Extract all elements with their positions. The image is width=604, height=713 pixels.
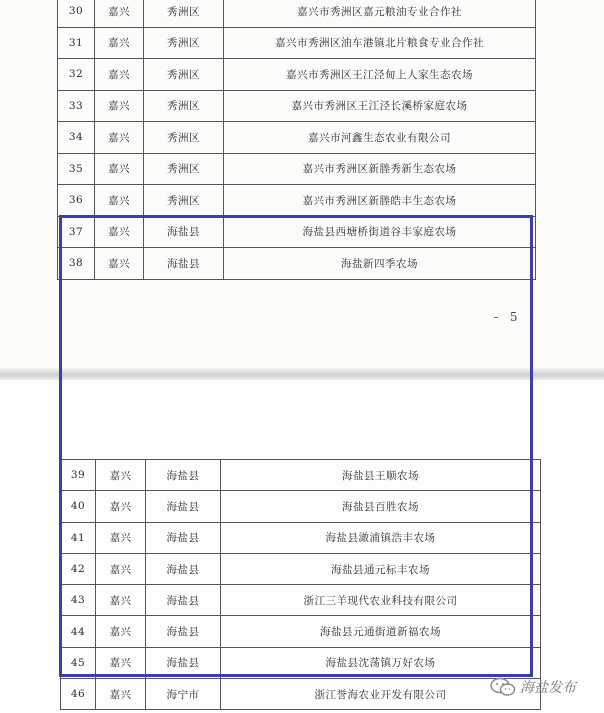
table-row (61, 679, 541, 710)
table-row (61, 553, 541, 584)
row-number: 44 (61, 616, 96, 647)
table-row (61, 616, 541, 647)
city-cell: 嘉兴 (95, 185, 144, 217)
entity-name-cell: 嘉兴市秀洲区新塍秀新生态农场 (224, 153, 536, 185)
row-number: 45 (61, 647, 96, 678)
table-row (61, 647, 541, 678)
district-cell: 海盐县 (146, 522, 221, 553)
table-row (58, 185, 536, 217)
entity-name-cell: 嘉兴市秀洲区嘉元粮油专业合作社 (224, 0, 536, 27)
district-cell: 秀洲区 (144, 0, 224, 27)
entity-name-cell: 浙江三羊现代农业科技有限公司 (221, 585, 541, 616)
table-row (58, 216, 536, 248)
district-cell: 秀洲区 (144, 122, 224, 154)
watermark (490, 676, 576, 698)
row-number: 36 (58, 185, 95, 217)
document-page-bottom (0, 380, 604, 713)
district-cell: 海盐县 (144, 248, 224, 280)
row-number: 46 (61, 679, 96, 710)
city-cell: 嘉兴 (96, 585, 146, 616)
table-row (58, 27, 536, 59)
wechat-icon (490, 677, 516, 697)
table-row (58, 59, 536, 91)
row-number: 43 (61, 585, 96, 616)
table-row (58, 122, 536, 154)
entity-name-cell: 嘉兴市河鑫生态农业有限公司 (224, 122, 536, 154)
page-separator (0, 368, 604, 380)
district-cell: 秀洲区 (144, 185, 224, 217)
table-row (58, 0, 536, 27)
city-cell: 嘉兴 (95, 90, 144, 122)
entity-name-cell: 浙江誉海农业开发有限公司 (221, 679, 541, 710)
district-cell: 秀洲区 (144, 59, 224, 91)
entity-name-cell: 海盐县西塘桥街道谷丰家庭农场 (224, 216, 536, 248)
row-number: 31 (58, 27, 95, 59)
table-row (61, 460, 541, 491)
row-number: 42 (61, 553, 96, 584)
city-cell: 嘉兴 (95, 248, 144, 280)
row-number: 33 (58, 90, 95, 122)
district-cell: 海盐县 (146, 553, 221, 584)
district-cell: 海盐县 (146, 647, 221, 678)
row-number: 37 (58, 216, 95, 248)
entity-name-cell: 海盐县通元标丰农场 (221, 553, 541, 584)
row-number: 32 (58, 59, 95, 91)
city-cell: 嘉兴 (95, 216, 144, 248)
page-number: - 5 - (494, 310, 538, 324)
district-cell: 海宁市 (146, 679, 221, 710)
farm-list-table-top (57, 0, 536, 280)
district-cell: 海盐县 (146, 616, 221, 647)
entity-name-cell: 海盐县澉浦镇浩丰农场 (221, 522, 541, 553)
entity-name-cell: 海盐县沈荡镇万好农场 (221, 647, 541, 678)
entity-name-cell: 海盐县百胜农场 (221, 491, 541, 522)
city-cell: 嘉兴 (95, 59, 144, 91)
farm-list-table-bottom (60, 459, 541, 710)
table-row (61, 491, 541, 522)
city-cell: 嘉兴 (96, 647, 146, 678)
row-number: 30 (58, 0, 95, 27)
city-cell: 嘉兴 (96, 616, 146, 647)
row-number: 35 (58, 153, 95, 185)
table-row (61, 522, 541, 553)
city-cell: 嘉兴 (95, 153, 144, 185)
city-cell: 嘉兴 (96, 679, 146, 710)
district-cell: 秀洲区 (144, 90, 224, 122)
entity-name-cell: 嘉兴市秀洲区新塍皓丰生态农场 (224, 185, 536, 217)
city-cell: 嘉兴 (96, 522, 146, 553)
row-number: 34 (58, 122, 95, 154)
row-number: 41 (61, 522, 96, 553)
city-cell: 嘉兴 (95, 27, 144, 59)
watermark-text: 海盐发布 (520, 680, 576, 696)
city-cell: 嘉兴 (96, 491, 146, 522)
city-cell: 嘉兴 (95, 0, 144, 27)
district-cell: 海盐县 (146, 491, 221, 522)
table-row (58, 248, 536, 280)
row-number: 38 (58, 248, 95, 280)
row-number: 40 (61, 491, 96, 522)
district-cell: 秀洲区 (144, 27, 224, 59)
city-cell: 嘉兴 (96, 553, 146, 584)
entity-name-cell: 嘉兴市秀洲区油车港镇北片粮食专业合作社 (224, 27, 536, 59)
city-cell: 嘉兴 (95, 122, 144, 154)
table-row (58, 90, 536, 122)
entity-name-cell: 嘉兴市秀洲区王江泾甸上人家生态农场 (224, 59, 536, 91)
district-cell: 海盐县 (146, 460, 221, 491)
district-cell: 海盐县 (144, 216, 224, 248)
entity-name-cell: 海盐县元通街道新福农场 (221, 616, 541, 647)
city-cell: 嘉兴 (96, 460, 146, 491)
row-number: 39 (61, 460, 96, 491)
district-cell: 海盐县 (146, 585, 221, 616)
entity-name-cell: 嘉兴市秀洲区王江泾长溪桥家庭农场 (224, 90, 536, 122)
table-row (61, 585, 541, 616)
entity-name-cell: 海盐新四季农场 (224, 248, 536, 280)
table-row (58, 153, 536, 185)
district-cell: 秀洲区 (144, 153, 224, 185)
entity-name-cell: 海盐县王顺农场 (221, 460, 541, 491)
